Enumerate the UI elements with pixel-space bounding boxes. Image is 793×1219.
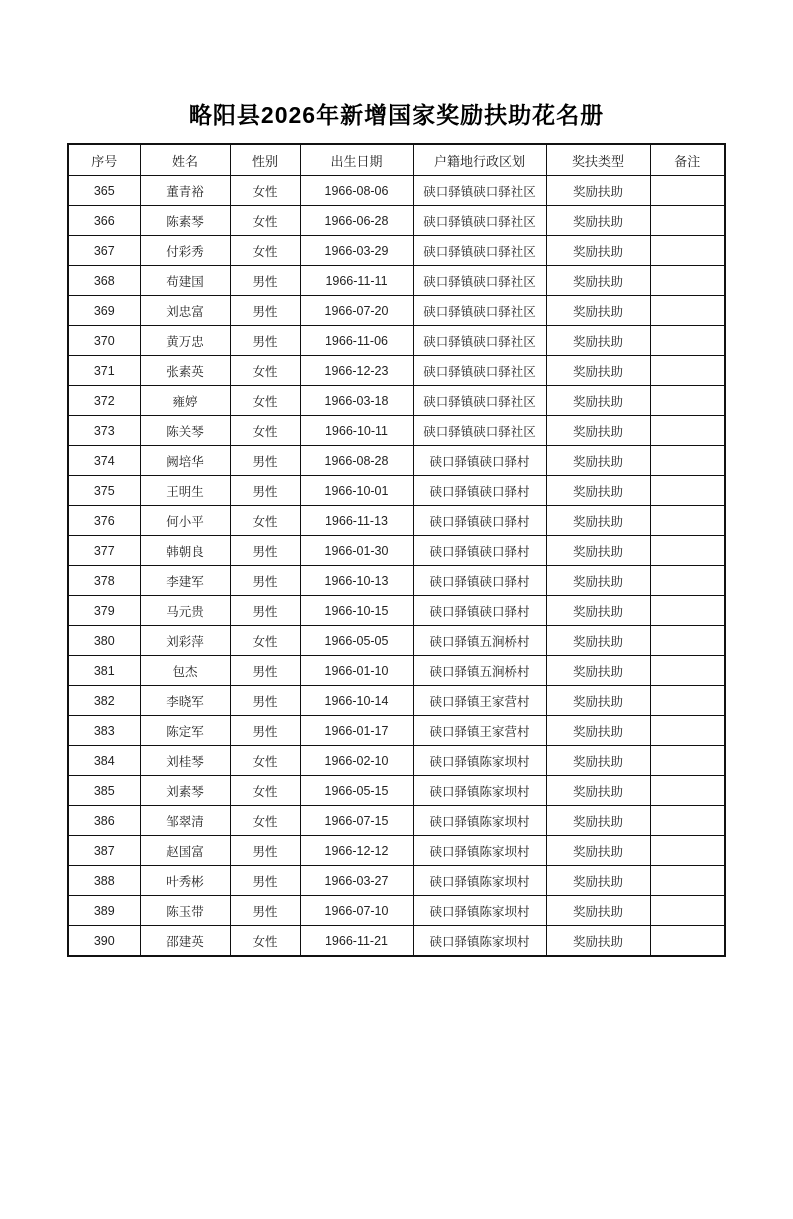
cell-remark	[650, 326, 725, 356]
table-row	[68, 806, 725, 836]
table-row	[68, 866, 725, 896]
cell-remark	[650, 866, 725, 896]
cell-birth_date: 1966-10-11	[300, 416, 413, 446]
cell-seq: 377	[68, 536, 140, 566]
cell-region: 硖口驿镇五涧桥村	[413, 656, 546, 686]
table-row	[68, 626, 725, 656]
cell-birth_date: 1966-07-15	[300, 806, 413, 836]
cell-birth_date: 1966-12-12	[300, 836, 413, 866]
cell-seq: 381	[68, 656, 140, 686]
cell-gender: 男性	[230, 446, 300, 476]
cell-remark	[650, 656, 725, 686]
cell-region: 硖口驿镇硖口驿社区	[413, 386, 546, 416]
cell-seq: 376	[68, 506, 140, 536]
table-row	[68, 176, 725, 206]
cell-region: 硖口驿镇硖口驿社区	[413, 296, 546, 326]
header-cell-region: 户籍地行政区划	[413, 144, 546, 176]
cell-gender: 女性	[230, 206, 300, 236]
cell-name: 马元贵	[140, 596, 230, 626]
table-row	[68, 896, 725, 926]
cell-region: 硖口驿镇硖口驿村	[413, 536, 546, 566]
header-cell-seq: 序号	[68, 144, 140, 176]
cell-seq: 366	[68, 206, 140, 236]
cell-remark	[650, 266, 725, 296]
cell-region: 硖口驿镇王家营村	[413, 686, 546, 716]
cell-gender: 女性	[230, 386, 300, 416]
cell-region: 硖口驿镇硖口驿村	[413, 566, 546, 596]
cell-name: 刘彩萍	[140, 626, 230, 656]
cell-birth_date: 1966-10-15	[300, 596, 413, 626]
cell-support_type: 奖励扶助	[546, 926, 650, 957]
cell-support_type: 奖励扶助	[546, 596, 650, 626]
cell-birth_date: 1966-11-13	[300, 506, 413, 536]
cell-gender: 女性	[230, 926, 300, 957]
cell-name: 阙培华	[140, 446, 230, 476]
cell-gender: 女性	[230, 236, 300, 266]
cell-region: 硖口驿镇陈家坝村	[413, 926, 546, 957]
cell-gender: 女性	[230, 746, 300, 776]
cell-support_type: 奖励扶助	[546, 836, 650, 866]
cell-remark	[650, 806, 725, 836]
cell-support_type: 奖励扶助	[546, 866, 650, 896]
cell-birth_date: 1966-02-10	[300, 746, 413, 776]
cell-support_type: 奖励扶助	[546, 446, 650, 476]
table-row	[68, 386, 725, 416]
cell-gender: 男性	[230, 266, 300, 296]
header-cell-remark: 备注	[650, 144, 725, 176]
cell-seq: 378	[68, 566, 140, 596]
cell-name: 雍婷	[140, 386, 230, 416]
cell-birth_date: 1966-11-11	[300, 266, 413, 296]
table-row	[68, 536, 725, 566]
table-row	[68, 236, 725, 266]
table-row	[68, 296, 725, 326]
cell-birth_date: 1966-03-29	[300, 236, 413, 266]
cell-support_type: 奖励扶助	[546, 656, 650, 686]
cell-name: 叶秀彬	[140, 866, 230, 896]
cell-region: 硖口驿镇硖口驿村	[413, 596, 546, 626]
cell-support_type: 奖励扶助	[546, 686, 650, 716]
cell-region: 硖口驿镇硖口驿社区	[413, 176, 546, 206]
cell-support_type: 奖励扶助	[546, 626, 650, 656]
cell-remark	[650, 236, 725, 266]
table-row	[68, 836, 725, 866]
cell-gender: 女性	[230, 776, 300, 806]
cell-support_type: 奖励扶助	[546, 716, 650, 746]
cell-remark	[650, 836, 725, 866]
table-row	[68, 476, 725, 506]
cell-region: 硖口驿镇陈家坝村	[413, 836, 546, 866]
cell-birth_date: 1966-08-28	[300, 446, 413, 476]
cell-region: 硖口驿镇硖口驿社区	[413, 416, 546, 446]
cell-remark	[650, 386, 725, 416]
cell-support_type: 奖励扶助	[546, 506, 650, 536]
page-title: 略阳县2026年新增国家奖励扶助花名册	[188, 102, 605, 128]
cell-region: 硖口驿镇硖口驿社区	[413, 266, 546, 296]
cell-name: 苟建国	[140, 266, 230, 296]
cell-birth_date: 1966-06-28	[300, 206, 413, 236]
cell-remark	[650, 446, 725, 476]
cell-region: 硖口驿镇硖口驿村	[413, 506, 546, 536]
table-body	[68, 176, 725, 957]
cell-name: 董青裕	[140, 176, 230, 206]
table-row	[68, 596, 725, 626]
cell-support_type: 奖励扶助	[546, 536, 650, 566]
cell-region: 硖口驿镇硖口驿社区	[413, 236, 546, 266]
table-row	[68, 206, 725, 236]
cell-remark	[650, 206, 725, 236]
cell-support_type: 奖励扶助	[546, 176, 650, 206]
table-row	[68, 776, 725, 806]
table-row	[68, 416, 725, 446]
cell-region: 硖口驿镇硖口驿村	[413, 476, 546, 506]
cell-seq: 368	[68, 266, 140, 296]
cell-region: 硖口驿镇五涧桥村	[413, 626, 546, 656]
cell-birth_date: 1966-08-06	[300, 176, 413, 206]
cell-birth_date: 1966-07-20	[300, 296, 413, 326]
roster-table	[67, 143, 726, 957]
cell-birth_date: 1966-07-10	[300, 896, 413, 926]
cell-gender: 女性	[230, 416, 300, 446]
cell-name: 韩朝良	[140, 536, 230, 566]
cell-remark	[650, 506, 725, 536]
cell-birth_date: 1966-05-05	[300, 626, 413, 656]
cell-name: 邵建英	[140, 926, 230, 957]
cell-name: 陈玉带	[140, 896, 230, 926]
cell-birth_date: 1966-10-13	[300, 566, 413, 596]
cell-region: 硖口驿镇陈家坝村	[413, 776, 546, 806]
cell-remark	[650, 596, 725, 626]
cell-name: 刘桂琴	[140, 746, 230, 776]
cell-name: 黄万忠	[140, 326, 230, 356]
cell-name: 包杰	[140, 656, 230, 686]
header-cell-gender: 性别	[230, 144, 300, 176]
cell-seq: 372	[68, 386, 140, 416]
document-page	[0, 97, 793, 1219]
cell-support_type: 奖励扶助	[546, 896, 650, 926]
cell-name: 赵国富	[140, 836, 230, 866]
cell-birth_date: 1966-01-17	[300, 716, 413, 746]
table-row	[68, 746, 725, 776]
cell-gender: 男性	[230, 896, 300, 926]
cell-birth_date: 1966-01-10	[300, 656, 413, 686]
cell-seq: 374	[68, 446, 140, 476]
cell-support_type: 奖励扶助	[546, 326, 650, 356]
cell-remark	[650, 746, 725, 776]
cell-support_type: 奖励扶助	[546, 806, 650, 836]
cell-gender: 男性	[230, 866, 300, 896]
cell-gender: 男性	[230, 596, 300, 626]
cell-region: 硖口驿镇陈家坝村	[413, 896, 546, 926]
cell-support_type: 奖励扶助	[546, 266, 650, 296]
cell-remark	[650, 926, 725, 957]
cell-seq: 387	[68, 836, 140, 866]
cell-birth_date: 1966-01-30	[300, 536, 413, 566]
cell-birth_date: 1966-11-21	[300, 926, 413, 957]
cell-region: 硖口驿镇硖口驿社区	[413, 206, 546, 236]
cell-seq: 390	[68, 926, 140, 957]
cell-remark	[650, 776, 725, 806]
cell-gender: 男性	[230, 836, 300, 866]
cell-gender: 女性	[230, 506, 300, 536]
cell-birth_date: 1966-11-06	[300, 326, 413, 356]
cell-region: 硖口驿镇陈家坝村	[413, 746, 546, 776]
cell-remark	[650, 356, 725, 386]
cell-gender: 男性	[230, 566, 300, 596]
table-header-row	[68, 144, 725, 176]
cell-support_type: 奖励扶助	[546, 236, 650, 266]
table-row	[68, 266, 725, 296]
cell-region: 硖口驿镇硖口驿社区	[413, 356, 546, 386]
cell-seq: 365	[68, 176, 140, 206]
header-cell-support_type: 奖扶类型	[546, 144, 650, 176]
cell-seq: 386	[68, 806, 140, 836]
header-cell-birth_date: 出生日期	[300, 144, 413, 176]
cell-region: 硖口驿镇陈家坝村	[413, 806, 546, 836]
cell-name: 王明生	[140, 476, 230, 506]
cell-support_type: 奖励扶助	[546, 416, 650, 446]
cell-gender: 男性	[230, 716, 300, 746]
cell-seq: 385	[68, 776, 140, 806]
cell-name: 陈素琴	[140, 206, 230, 236]
table-row	[68, 356, 725, 386]
cell-birth_date: 1966-05-15	[300, 776, 413, 806]
cell-remark	[650, 296, 725, 326]
cell-seq: 367	[68, 236, 140, 266]
cell-support_type: 奖励扶助	[546, 206, 650, 236]
cell-gender: 男性	[230, 296, 300, 326]
cell-region: 硖口驿镇王家营村	[413, 716, 546, 746]
cell-birth_date: 1966-12-23	[300, 356, 413, 386]
table-row	[68, 326, 725, 356]
cell-region: 硖口驿镇硖口驿社区	[413, 326, 546, 356]
cell-remark	[650, 566, 725, 596]
cell-birth_date: 1966-10-01	[300, 476, 413, 506]
cell-seq: 389	[68, 896, 140, 926]
cell-name: 陈定军	[140, 716, 230, 746]
cell-name: 刘忠富	[140, 296, 230, 326]
cell-gender: 男性	[230, 326, 300, 356]
cell-seq: 373	[68, 416, 140, 446]
cell-seq: 384	[68, 746, 140, 776]
cell-remark	[650, 476, 725, 506]
cell-remark	[650, 716, 725, 746]
cell-seq: 382	[68, 686, 140, 716]
cell-region: 硖口驿镇硖口驿村	[413, 446, 546, 476]
cell-support_type: 奖励扶助	[546, 476, 650, 506]
cell-name: 李晓军	[140, 686, 230, 716]
cell-seq: 380	[68, 626, 140, 656]
cell-name: 邹翠清	[140, 806, 230, 836]
cell-seq: 388	[68, 866, 140, 896]
cell-seq: 370	[68, 326, 140, 356]
cell-seq: 383	[68, 716, 140, 746]
cell-name: 何小平	[140, 506, 230, 536]
cell-birth_date: 1966-10-14	[300, 686, 413, 716]
table-row	[68, 926, 725, 957]
cell-seq: 369	[68, 296, 140, 326]
cell-gender: 男性	[230, 686, 300, 716]
cell-birth_date: 1966-03-27	[300, 866, 413, 896]
cell-remark	[650, 896, 725, 926]
cell-support_type: 奖励扶助	[546, 566, 650, 596]
header-cell-name: 姓名	[140, 144, 230, 176]
cell-remark	[650, 626, 725, 656]
table-row	[68, 716, 725, 746]
cell-remark	[650, 416, 725, 446]
cell-name: 付彩秀	[140, 236, 230, 266]
table-row	[68, 566, 725, 596]
cell-gender: 男性	[230, 476, 300, 506]
cell-region: 硖口驿镇陈家坝村	[413, 866, 546, 896]
table-row	[68, 446, 725, 476]
cell-support_type: 奖励扶助	[546, 776, 650, 806]
table-row	[68, 686, 725, 716]
cell-seq: 371	[68, 356, 140, 386]
table-row	[68, 506, 725, 536]
cell-birth_date: 1966-03-18	[300, 386, 413, 416]
cell-name: 李建军	[140, 566, 230, 596]
cell-gender: 女性	[230, 176, 300, 206]
cell-seq: 375	[68, 476, 140, 506]
cell-gender: 男性	[230, 656, 300, 686]
cell-support_type: 奖励扶助	[546, 296, 650, 326]
cell-support_type: 奖励扶助	[546, 746, 650, 776]
cell-seq: 379	[68, 596, 140, 626]
cell-gender: 男性	[230, 536, 300, 566]
cell-gender: 女性	[230, 356, 300, 386]
cell-name: 张素英	[140, 356, 230, 386]
cell-gender: 女性	[230, 806, 300, 836]
cell-support_type: 奖励扶助	[546, 356, 650, 386]
cell-name: 陈关琴	[140, 416, 230, 446]
cell-gender: 女性	[230, 626, 300, 656]
cell-remark	[650, 176, 725, 206]
cell-remark	[650, 536, 725, 566]
cell-remark	[650, 686, 725, 716]
cell-support_type: 奖励扶助	[546, 386, 650, 416]
cell-name: 刘素琴	[140, 776, 230, 806]
table-row	[68, 656, 725, 686]
